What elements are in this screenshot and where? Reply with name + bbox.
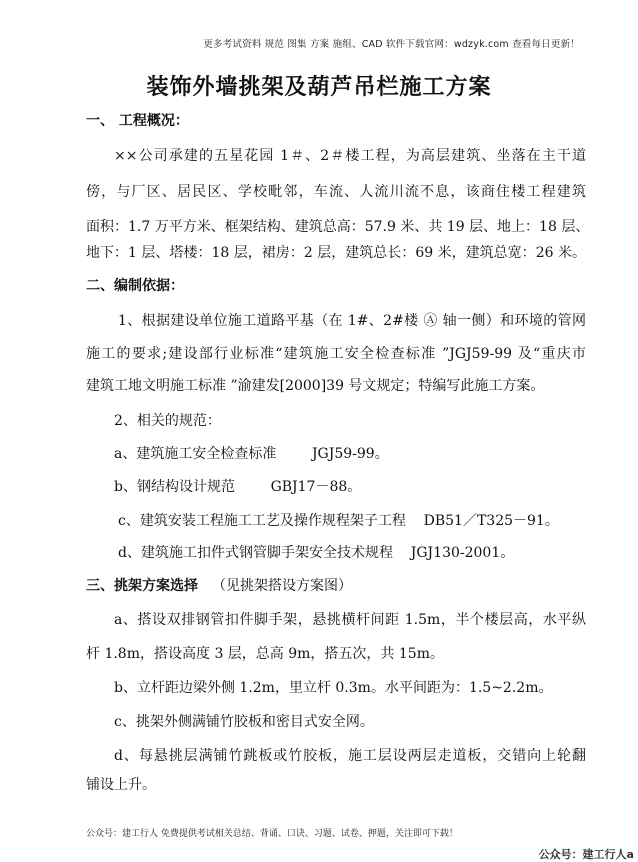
section-heading-basis: 二、编制依据： xyxy=(86,278,184,294)
header-note: 更多考试资料 规范 图集 方案 施组、CAD 软件下载官网：wdzyk.com 查看每日更新！ xyxy=(203,39,580,50)
document-title: 装饰外墙挑架及葫芦吊栏施工方案 xyxy=(146,74,492,100)
standard-item-d: d、建筑施工扣件式钢管脚手架安全技术规程 JGJ130-2001。 xyxy=(118,545,515,561)
scheme-item-a-line-1: a、搭设双排钢管扣件脚手架，悬挑横杆间距 1.5m，半个楼层高，水平纵 xyxy=(114,612,586,628)
overview-line-2: 傍，与厂区、居民区、学校毗邻，车流、人流川流不息，该商住楼工程建筑 xyxy=(86,184,586,200)
standard-item-c: c、建筑安装工程施工工艺及操作规程架子工程 DB51／T325－91。 xyxy=(118,513,559,529)
standards-intro: 2、相关的规范： xyxy=(114,413,221,429)
basis-line-3: 建筑工地文明施工标准 ”渝建发[2000]39 号文规定；特编写此施工方案。 xyxy=(86,378,545,394)
scheme-item-d-line-1: d、每悬挑层满铺竹跳板或竹胶板，施工层设两层走道板，交错向上轮翻 xyxy=(114,748,586,764)
scheme-item-a-line-2: 杆 1.8m，搭设高度 3 层，总高 9m，搭五次，共 15m。 xyxy=(86,646,444,662)
section-heading-scheme: 三、挑架方案选择 xyxy=(86,578,198,594)
basis-line-2: 施工的要求;建设部行业标准“建筑施工安全检查标准 ”JGJ59-99 及“重庆市 xyxy=(86,346,586,362)
section-heading-scheme-row xyxy=(86,575,352,595)
standard-item-b: b、钢结构设计规范 GBJ17－88。 xyxy=(114,479,362,495)
scheme-item-c: c、挑架外侧满铺竹胶板和密目式安全网。 xyxy=(114,714,374,730)
overview-line-3: 面积：1.7 万平方米、框架结构、建筑总高：57.9 米、共 19 层、地上：18 层、 xyxy=(86,219,590,235)
standard-item-a: a、建筑施工安全检查标准 JGJ59-99。 xyxy=(114,446,389,462)
basis-line-1: 1、根据建设单位施工道路平基（在 1#、2#楼 Ⓐ 轴一侧）和环境的管网 xyxy=(118,313,586,329)
scheme-heading-note: （见挑架搭设方案图） xyxy=(212,578,352,594)
overview-line-1: ××公司承建的五星花园 1＃、2＃楼工程，为高层建筑、坐落在主干道 xyxy=(114,148,586,164)
scheme-item-b: b、立杆距边梁外侧 1.2m，里立杆 0.3m。水平间距为：1.5~2.2m。 xyxy=(114,680,553,696)
scheme-item-d-line-2: 铺设上升。 xyxy=(86,777,156,793)
section-heading-overview: 一、 工程概况： xyxy=(86,113,189,129)
watermark: 公众号：建工行人a xyxy=(538,848,634,861)
footer-note: 公众号：建工行人 免费提供考试相关总结、背诵、口诀、习题、试卷、押题，关注即可下载！ xyxy=(86,829,458,839)
overview-line-4: 地下：1 层、塔楼：18 层，裙房：2 层，建筑总长：69 米，建筑总宽：26 米。 xyxy=(86,245,586,261)
